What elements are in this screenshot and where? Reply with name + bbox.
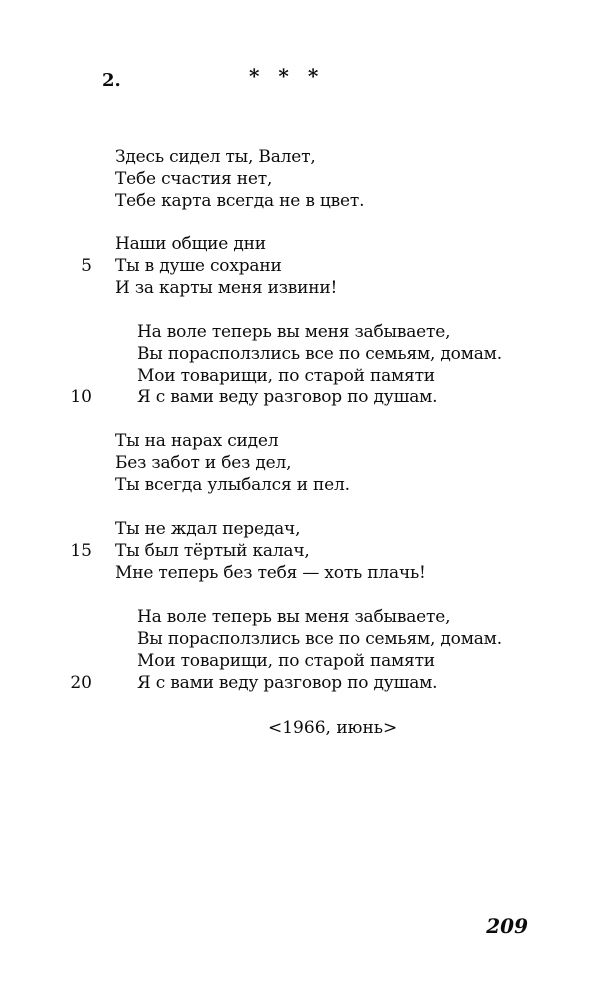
line-number: 5 (81, 256, 92, 276)
poem-line: Ты на нарах сидел (115, 431, 279, 451)
poem-line: Ты не ждал передач, (115, 519, 301, 539)
refrain-line: На воле теперь вы меня забываете, (137, 607, 451, 627)
poem-line: Ты был тёртый калач, (115, 541, 310, 561)
refrain-line: Вы порасползлись все по семьям, домам. (137, 629, 502, 649)
section-separator: * * * (249, 64, 325, 88)
poem-line: Без забот и без дел, (115, 453, 292, 473)
poem-line: Тебе карта всегда не в цвет. (115, 191, 365, 211)
poem-line: И за карты меня извини! (115, 278, 338, 298)
poem-line: Наши общие дни (115, 234, 266, 254)
line-number: 20 (70, 673, 92, 693)
refrain-line: На воле теперь вы меня забываете, (137, 322, 451, 342)
poem-line: Тебе счастия нет, (115, 169, 273, 189)
refrain-line: Вы порасползлись все по семьям, домам. (137, 344, 502, 364)
line-number: 10 (70, 387, 92, 407)
poem-line: Мне теперь без тебя — хоть плачь! (115, 563, 426, 583)
poem-date: <1966, июнь> (268, 718, 398, 738)
refrain-line: Мои товарищи, по старой памяти (137, 366, 435, 386)
page-number: 209 (486, 914, 528, 938)
poem-number: 2. (102, 70, 121, 91)
line-number: 15 (70, 541, 92, 561)
poem-line: Ты в душе сохрани (115, 256, 282, 276)
refrain-line: Мои товарищи, по старой памяти (137, 651, 435, 671)
poem-line: Ты всегда улыбался и пел. (115, 475, 350, 495)
poem-line: Здесь сидел ты, Валет, (115, 147, 316, 167)
refrain-line: Я с вами веду разговор по душам. (137, 673, 438, 693)
refrain-line: Я с вами веду разговор по душам. (137, 387, 438, 407)
